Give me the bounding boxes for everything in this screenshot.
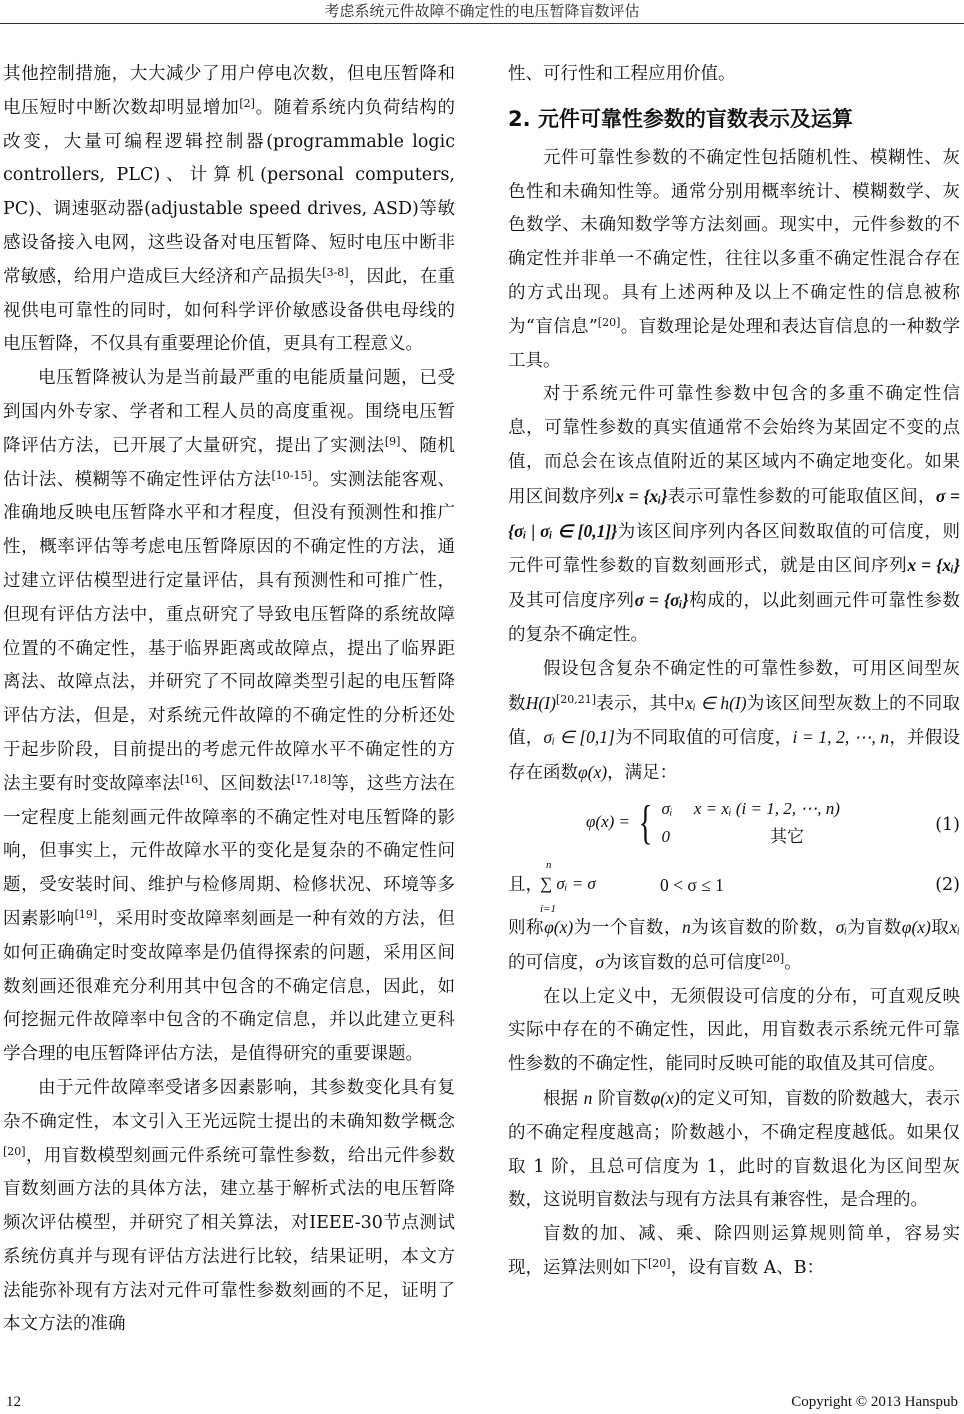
case-2-value: 0 (661, 826, 671, 846)
text: 为一个盲数， (573, 917, 683, 938)
text: 则称 (508, 917, 545, 938)
paragraph (508, 981, 960, 1082)
text: 构成的，以此刻画元件可靠性参数的复杂不确定性。 (508, 591, 960, 645)
text: ，采用时变故障率刻画是一种有效的方法，但如何正确确定时变故障率是仍值得探索的问题，采用区间数刻画还很难充分利用其中包含的不确定信息，因此，如何挖掘元件故障率中包含的不确定信息，并以此建立更科学合理的电压暂降评估方法，是值得研究的重要课题。 (3, 908, 456, 1065)
text: 电压暂降被认为是当前最严重的电能质量问题，已受到国内外专家、学者和工程人员的高度重视。围绕电压暂降评估方法，已开展了大量研究，提出了实测法 (3, 368, 455, 456)
math-inline: σᵢ ∈ [0,1] (543, 727, 615, 748)
header-rule (0, 23, 964, 24)
equation-lhs: φ(x) = (586, 811, 630, 831)
text: 、随机估计法、模糊等不确定性评估方法 (3, 435, 456, 490)
math-inline: σ = {σᵢ | σᵢ ∈ [0,1]} (508, 485, 961, 541)
equation-body (586, 795, 840, 851)
copyright-notice: Copyright © 2013 Hanspub (791, 1394, 958, 1410)
math-inline: σ (595, 951, 605, 972)
equation-cases (662, 795, 840, 851)
paragraph (508, 58, 960, 92)
math-inline: σ = {σᵢ} (634, 590, 689, 611)
math-inline: n (583, 1087, 593, 1108)
text: 为盲数 (847, 917, 902, 938)
text: 元件可靠性参数的不确定性包括随机性、模糊性、灰色性和未确知性等。通常分别用概率统计、模糊数学、灰色数学、未确知数学等方法刻画。现实中，元件参数的不确定性并非单一不确定性，往往以多重不确定性混合存在的方式出现。具有上述两种及以上不确定性的信息被称为“盲信息” (508, 147, 960, 337)
text: 在以上定义中，无须假设可信度的分布，可直观反映实际中存在的不确定性，因此，用盲数表示系统元件可靠性参数的不确定性，能同时反映可能的取值及其可信度。 (508, 986, 960, 1075)
text: 为该区间序列内各区间数取值的可信度，则元件可靠性参数的盲数刻画形式，就是由区间序列 (508, 521, 960, 577)
text: ，用盲数模型刻画元件系统可靠性参数，给出元件参数盲数刻画方法的具体方法，建立基于解析式法的电压暂降频次评估模型，并研究了相关算法，对IEEE-30节点测试系统仿真并与现有评估方法进行比较，结果证明，本文方法能弥补现有方法对元件可靠性参数刻画的不足，证明了本文方法的准确 (3, 1145, 455, 1335)
math-inline: n (682, 916, 691, 937)
running-header-title: 考虑系统元件故障不确定性的电压暂降盲数评估 (324, 2, 640, 20)
sum-body: ∑ σᵢ = σ (540, 873, 596, 893)
citation: [20,21] (555, 692, 596, 706)
paragraph (3, 1072, 455, 1342)
text: 为该盲数的总可信度 (604, 952, 762, 973)
citation: [3-8] (322, 265, 349, 279)
paragraph (508, 378, 960, 652)
citation: [20] (648, 1256, 671, 1270)
paragraph (508, 653, 960, 791)
text: 的可信度， (508, 952, 596, 973)
paragraph (508, 142, 960, 379)
text: 根据 (543, 1088, 579, 1109)
text: 假设包含复杂不确定性的可靠性参数，可用区间型灰数 (508, 658, 960, 714)
text: ，满足： (607, 763, 678, 784)
sum-lower: i=1 (540, 902, 556, 915)
text: 、区间数法 (202, 773, 292, 794)
paragraph (508, 1218, 960, 1286)
math-inline: φ(x) (901, 916, 931, 937)
text: ，并假设存在函数 (508, 728, 961, 784)
equation-number: (1) (935, 814, 960, 835)
text: 。随着系统内负荷结构的改变，大量可编程逻辑控制器(programmable logic controllers, PLC)、计算机(personal computers, PC)、调速驱动器(adjustable speed drives, ASD)等敏感设备接入电网，这些设备对电压暂降、短时电压中断非常敏感，给用户造成巨大经济和产品损失 (3, 97, 456, 287)
equation-condition: 0 < σ ≤ 1 (660, 874, 724, 895)
case-2-condition: 其它 (770, 826, 805, 846)
equation-1 (508, 791, 960, 859)
text: 为该盲数的阶数， (690, 917, 836, 938)
text: 由于元件故障率受诸多因素影响，其参数变化具有复杂不确定性，本文引入王光远院士提出的未确知数学概念 (3, 1077, 455, 1132)
citation: [17,18] (291, 772, 332, 786)
citation: [20] (597, 315, 621, 329)
text: 的定义可知，盲数的阶数越大，表示的不确定程度越高；阶数越小，不确定程度越低。如果仅取 1 阶，且总可信度为 1，此时的盲数退化为区间型灰数，这说明盲数法与现有方法具有兼容性，是合理的。 (508, 1088, 961, 1211)
text: 表示可靠性参数的可能取值区间， (667, 486, 936, 507)
paragraph (3, 362, 455, 1072)
citation: [10-15] (271, 468, 312, 482)
text: 。盲数理论是处理和表达盲信息的一种数学工具。 (508, 316, 960, 371)
text: 对于系统元件可靠性参数中包含的多重不确定性信息，可靠性参数的真实值通常不会始终为某固定不变的点值，而总会在该点值附近的某区域内不确定地变化。如果用区间数序列 (508, 384, 960, 507)
text: ，因此，在重视供电可靠性的同时，如何科学评价敏感设备供电母线的电压暂降，不仅具有重要理论价值，更具有工程意义。 (3, 266, 456, 355)
paragraph (3, 58, 455, 362)
math-inline: xᵢ (949, 916, 961, 937)
case-1: σᵢ x = xᵢ (i = 1, 2, ⋯, n) (661, 798, 840, 818)
math-inline: xᵢ ∈ h(I) (685, 692, 747, 713)
math-inline: σᵢ (835, 916, 848, 937)
equation-label: 且， (508, 874, 543, 895)
paragraph (508, 911, 960, 981)
citation: [20] (761, 951, 785, 965)
text: 表示，其中 (596, 693, 686, 714)
math-inline: φ(x) (544, 916, 574, 937)
text: 为不同取值的可信度， (614, 728, 793, 749)
text: 阶盲数 (597, 1088, 651, 1109)
math-inline: x = {xᵢ} (615, 485, 668, 506)
math-inline: φ(x) (650, 1087, 680, 1108)
text: 。 (784, 952, 802, 973)
equation-number: (2) (935, 874, 960, 895)
citation: [19] (74, 907, 98, 921)
left-brace: { (638, 795, 653, 849)
text: 盲数的加、减、乘、除四则运算规则简单，容易实现，运算法则如下 (508, 1224, 960, 1278)
citation: [16] (179, 772, 203, 786)
text: 取 (930, 917, 950, 938)
text: 等，这些方法在一定程度上能刻画元件故障率的不确定性对电压暂降的影响，但事实上，元件故障水平的变化是复杂的不确定性问题，受安装时间、维护与检修周期、检修状况、环境等多因素影响 (3, 773, 456, 929)
text: 为该区间型灰数上的不同取值， (508, 693, 961, 749)
paragraph (508, 1082, 960, 1218)
citation: [9] (384, 434, 401, 448)
text: 性、可行性和工程应用价值。 (508, 64, 736, 84)
right-column (508, 58, 960, 1286)
text: 及其可信度序列 (508, 591, 635, 612)
section-heading: 2. 元件可靠性参数的盲数表示及运算 (508, 106, 853, 131)
math-inline: x = {xᵢ} (907, 555, 961, 576)
citation: [20] (3, 1144, 26, 1158)
math-inline: φ(x) (578, 762, 608, 783)
text: 其他控制措施，大大减少了用户停电次数，但电压暂降和电压短时中断次数却明显增加 (3, 64, 455, 118)
page-number: 12 (6, 1394, 21, 1410)
left-column (3, 58, 455, 1342)
math-inline: H(I) (525, 692, 556, 713)
citation: [2] (239, 96, 255, 110)
text: 。实测法能客观、准确地反映电压暂降水平和才程度，但没有预测性和推广性，概率评估等考虑电压暂降原因的不确定性的方法，通过建立评估模型进行定量评估，具有预测性和可推广性，但现有评估方法中，重点研究了导致电压暂降的系统故障位置的不确定性，基于临界距离或故障点，提出了临界距离法、故障点法，并研究了不同故障类型引起的电压暂降评估方法，但是，对系统元件故障的不确定性的分析还处于起步阶段，目前提出的考虑元件故障水平不确定性的方法主要有时变故障率法 (3, 469, 456, 794)
math-inline: i = 1, 2, ⋯, n (792, 727, 890, 748)
sum-upper: n (546, 858, 552, 871)
equation-2 (508, 858, 960, 915)
text: ，设有盲数 A、B： (670, 1257, 825, 1278)
